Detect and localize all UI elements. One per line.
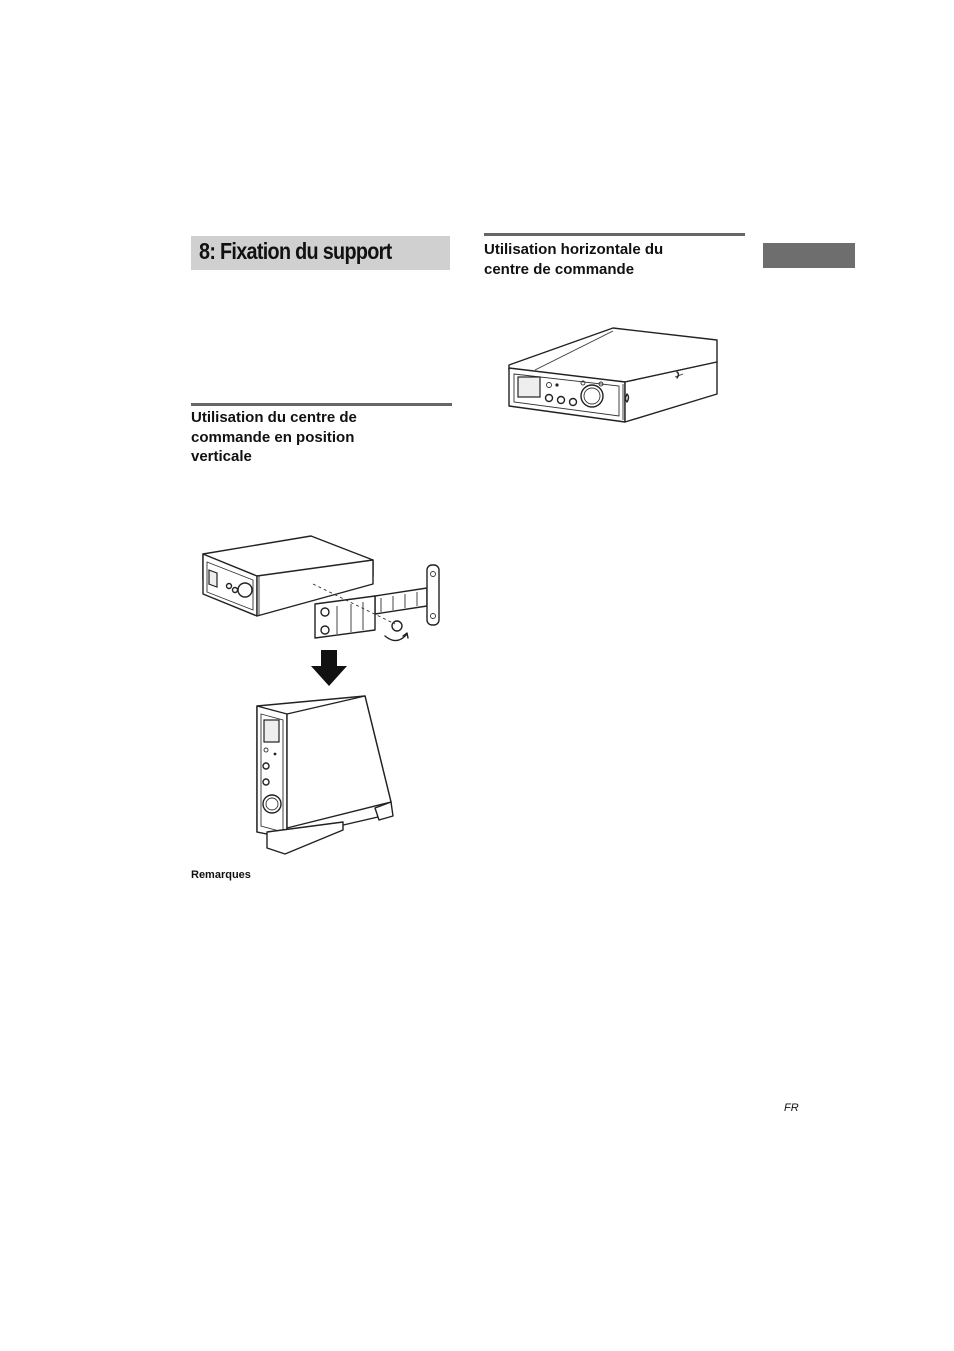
chapter-title: 8: Fixation du support xyxy=(199,238,392,264)
notes-heading: Remarques xyxy=(191,869,251,881)
display-window-icon xyxy=(518,377,540,397)
section-title-line: Utilisation du centre de xyxy=(191,409,357,426)
section-tab-marker xyxy=(763,243,855,268)
section-title-line: Utilisation horizontale du xyxy=(484,241,664,258)
section-title-line: commande en position xyxy=(191,428,355,446)
section-title-line: verticale xyxy=(191,448,252,465)
horizontal-unit-illustration xyxy=(505,322,725,427)
page-language-marker: FR xyxy=(784,1102,799,1114)
down-arrow-icon xyxy=(311,650,347,686)
section-rule-vertical xyxy=(191,403,452,406)
section-title-line: centre de commande xyxy=(484,260,635,278)
vertical-mount-illustration xyxy=(195,532,455,862)
section-title-vertical xyxy=(191,408,357,467)
section-rule-horizontal xyxy=(484,233,745,236)
section-title-horizontal xyxy=(484,240,663,279)
